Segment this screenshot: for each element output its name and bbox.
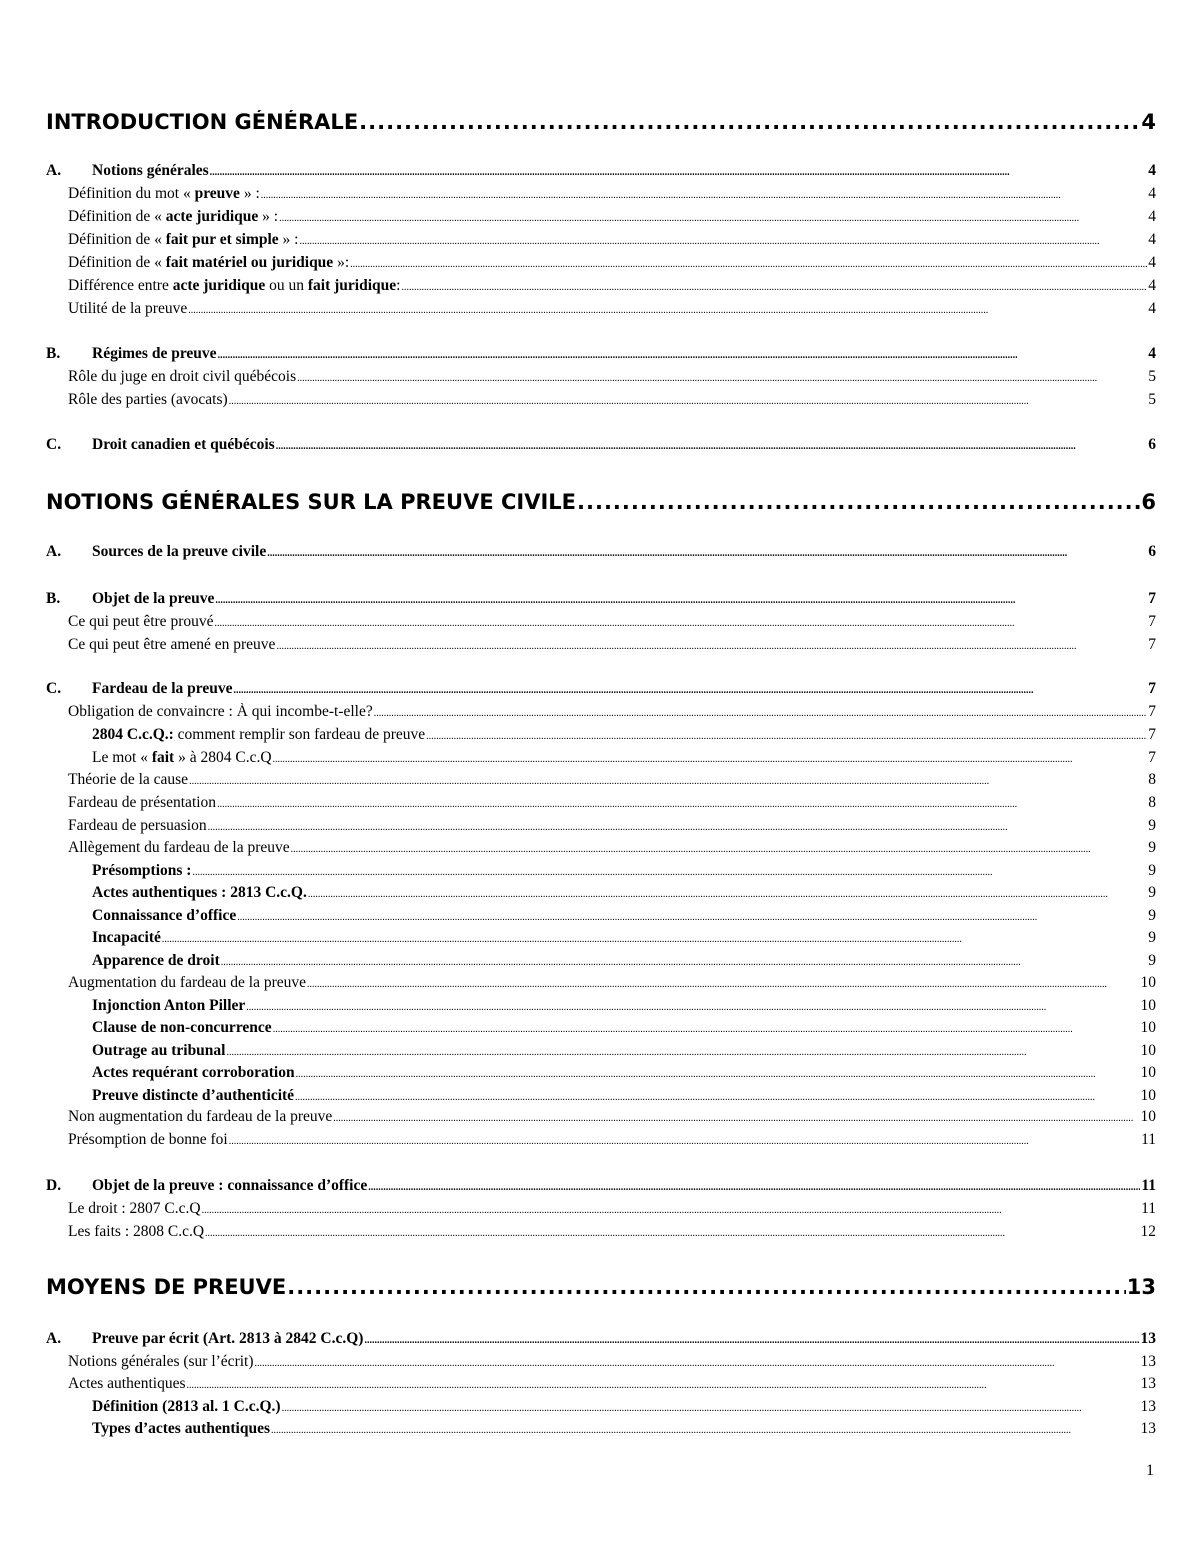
toc-section[interactable] — [46, 162, 1156, 184]
toc-entry[interactable] — [68, 1223, 1156, 1245]
toc-entry-text: Utilité de la preuve — [68, 300, 188, 317]
toc-section-title: Objet de la preuve — [92, 590, 215, 607]
toc-section[interactable] — [46, 543, 1156, 565]
toc-page-number: 4 — [1148, 185, 1156, 202]
toc-section[interactable] — [46, 1330, 1156, 1352]
toc-leader-dots — [229, 396, 1148, 407]
toc-entry[interactable] — [68, 254, 1156, 276]
toc-leader-dots — [282, 1403, 1140, 1414]
toc-leader-dots — [205, 1228, 1139, 1239]
toc-entry[interactable] — [68, 208, 1156, 230]
toc-entry[interactable] — [92, 1087, 1156, 1109]
toc-leader-dots — [279, 213, 1147, 224]
toc-entry[interactable] — [92, 749, 1156, 771]
toc-leader-dots — [162, 934, 1147, 945]
toc-leader-dots — [273, 1024, 1140, 1035]
toc-leader-dots — [215, 595, 1147, 606]
toc-page-number: 8 — [1148, 794, 1156, 811]
toc-page-number: 7 — [1148, 680, 1156, 697]
toc-entry[interactable] — [68, 636, 1156, 658]
toc-leader-dots — [189, 776, 1147, 787]
toc-page-number: 7 — [1148, 749, 1156, 766]
toc-entry-text: Définition (2813 al. 1 C.c.Q.) — [92, 1398, 281, 1415]
toc-leader-dots — [226, 1047, 1139, 1058]
toc-entry-text: Rôle du juge en droit civil québécois — [68, 368, 297, 385]
toc-page-number: 4 — [1141, 110, 1156, 134]
toc-leader-dots — [287, 1275, 1126, 1299]
toc-page-number: 9 — [1148, 929, 1156, 946]
toc-entry[interactable] — [68, 277, 1156, 299]
toc-entry[interactable] — [68, 613, 1156, 635]
toc-leader-dots — [295, 1092, 1139, 1103]
toc-entry[interactable] — [92, 862, 1156, 884]
toc-entry-text: Ce qui peut être amené en preuve — [68, 636, 276, 653]
toc-page-number: 7 — [1148, 590, 1156, 607]
toc-section[interactable] — [46, 345, 1156, 367]
toc-page-number: 11 — [1141, 1131, 1156, 1148]
toc-entry-text: Présomptions : — [92, 862, 192, 879]
toc-page-number: 12 — [1140, 1223, 1156, 1240]
toc-entry-text: Augmentation du fardeau de la preuve — [68, 974, 307, 991]
toc-page-number: 10 — [1140, 974, 1156, 991]
toc-entry-text: Types d’actes authentiques — [92, 1420, 270, 1437]
toc-entry[interactable] — [68, 771, 1156, 793]
toc-page-number: 6 — [1148, 436, 1156, 453]
toc-leader-dots — [297, 373, 1147, 384]
toc-leader-dots — [577, 490, 1140, 514]
toc-entry-text: Obligation de convaincre : À qui incombe-t-elle? — [68, 703, 373, 720]
toc-chapter-title: INTRODUCTION GÉNÉRALE — [46, 110, 359, 134]
toc-page-number: 8 — [1148, 771, 1156, 788]
toc-leader-dots — [291, 844, 1148, 855]
toc-entry-text: Non augmentation du fardeau de la preuve — [68, 1108, 333, 1125]
toc-leader-dots — [276, 441, 1148, 452]
toc-entry[interactable] — [92, 907, 1156, 929]
toc-entry-text: Ce qui peut être prouvé — [68, 613, 214, 630]
toc-entry-text: Outrage au tribunal — [92, 1042, 226, 1059]
toc-page-number: 10 — [1140, 1042, 1156, 1059]
toc-entry[interactable] — [92, 726, 1156, 748]
toc-leader-dots — [267, 548, 1147, 559]
toc-entry[interactable] — [68, 1108, 1156, 1130]
toc-entry-text: Clause de non-concurrence — [92, 1019, 272, 1036]
toc-entry[interactable] — [68, 817, 1156, 839]
toc-page-number: 13 — [1140, 1420, 1156, 1437]
toc-page-number: 4 — [1148, 208, 1156, 225]
toc-leader-dots — [218, 350, 1148, 361]
toc-leader-dots — [187, 1380, 1140, 1391]
toc-entry-text: Présomption de bonne foi — [68, 1131, 228, 1148]
toc-page-number: 13 — [1140, 1353, 1156, 1370]
toc-section-title: Fardeau de la preuve — [92, 680, 233, 697]
toc-section-letter: D. — [46, 1177, 62, 1194]
toc-section-letter: B. — [46, 345, 61, 362]
toc-chapter-introduction[interactable] — [46, 110, 1156, 140]
toc-entry-text: Apparence de droit — [92, 952, 220, 969]
toc-page-number: 9 — [1148, 907, 1156, 924]
toc-entry[interactable] — [92, 997, 1156, 1019]
toc-leader-dots — [308, 889, 1147, 900]
toc-page-number: 7 — [1148, 703, 1156, 720]
toc-entry[interactable] — [92, 929, 1156, 951]
toc-entry[interactable] — [68, 974, 1156, 996]
toc-page-number: 10 — [1140, 1064, 1156, 1081]
toc-entry[interactable] — [92, 1064, 1156, 1086]
toc-leader-dots — [255, 1358, 1140, 1369]
toc-entry[interactable] — [92, 1042, 1156, 1064]
toc-section-letter: A. — [46, 1330, 62, 1347]
toc-entry-text: 2804 C.c.Q.: comment remplir son fardeau de preuve — [92, 726, 426, 743]
toc-entry[interactable] — [68, 1131, 1156, 1153]
toc-leader-dots — [208, 822, 1148, 833]
toc-leader-dots — [214, 618, 1147, 629]
toc-page-number: 5 — [1148, 368, 1156, 385]
toc-entry-text: Incapacité — [92, 929, 161, 946]
toc-entry-text: Théorie de la cause — [68, 771, 189, 788]
toc-leader-dots — [368, 1182, 1140, 1193]
toc-page-number: 13 — [1140, 1375, 1156, 1392]
toc-leader-dots — [246, 1002, 1139, 1013]
toc-chapter-title: MOYENS DE PREUVE — [46, 1275, 287, 1299]
toc-page-number: 6 — [1141, 490, 1156, 514]
toc-leader-dots — [350, 259, 1147, 270]
toc-leader-dots — [237, 912, 1147, 923]
toc-section-letter: C. — [46, 680, 62, 697]
toc-entry-text: Notions générales (sur l’écrit) — [68, 1353, 254, 1370]
toc-leader-dots — [202, 1205, 1140, 1216]
toc-chapter-notions[interactable] — [46, 490, 1156, 520]
toc-leader-dots — [221, 957, 1148, 968]
toc-leader-dots — [359, 110, 1140, 134]
toc-section[interactable] — [46, 680, 1156, 702]
toc-entry-text: Le mot « fait » à 2804 C.c.Q — [92, 749, 272, 766]
toc-leader-dots — [276, 641, 1147, 652]
toc-chapter-title: NOTIONS GÉNÉRALES SUR LA PREUVE CIVILE — [46, 490, 577, 514]
toc-entry[interactable] — [68, 185, 1156, 207]
toc-leader-dots — [217, 799, 1147, 810]
toc-entry[interactable] — [68, 1200, 1156, 1222]
toc-entry-text: Définition du mot « preuve » : — [68, 185, 260, 202]
toc-entry-text: Actes authentiques — [68, 1375, 186, 1392]
toc-page-number: 4 — [1148, 300, 1156, 317]
toc-leader-dots — [401, 282, 1147, 293]
toc-entry-text: Différence entre acte juridique ou un fait juridique: — [68, 277, 401, 294]
toc-entry-text: Fardeau de persuasion — [68, 817, 207, 834]
toc-leader-dots — [426, 731, 1147, 742]
toc-leader-dots — [273, 754, 1148, 765]
toc-leader-dots — [188, 305, 1147, 316]
toc-page-number: 4 — [1148, 162, 1156, 179]
toc-page-number: 9 — [1148, 884, 1156, 901]
toc-entry[interactable] — [68, 391, 1156, 413]
toc-leader-dots — [299, 236, 1147, 247]
toc-leader-dots — [307, 979, 1139, 990]
toc-page-number: 10 — [1140, 997, 1156, 1014]
toc-entry[interactable] — [68, 368, 1156, 390]
toc-section[interactable] — [46, 590, 1156, 612]
toc-page-number: 4 — [1148, 254, 1156, 271]
toc-section-letter: B. — [46, 590, 61, 607]
toc-entry-text: Actes authentiques : 2813 C.c.Q. — [92, 884, 307, 901]
toc-entry[interactable] — [68, 839, 1156, 861]
toc-entry-text: Connaissance d’office — [92, 907, 237, 924]
toc-leader-dots — [234, 685, 1148, 696]
toc-section[interactable] — [46, 436, 1156, 458]
toc-entry[interactable] — [92, 1019, 1156, 1041]
toc-page-number: 9 — [1148, 817, 1156, 834]
toc-entry[interactable] — [68, 703, 1156, 725]
toc-page-number: 9 — [1148, 952, 1156, 969]
toc-page-number: 10 — [1140, 1108, 1156, 1125]
toc-page-number: 10 — [1140, 1019, 1156, 1036]
toc-entry[interactable] — [92, 884, 1156, 906]
toc-entry[interactable] — [92, 1420, 1156, 1442]
toc-section-letter: A. — [46, 162, 62, 179]
toc-page-number: 11 — [1141, 1177, 1156, 1194]
toc-leader-dots — [374, 708, 1148, 719]
toc-page-number: 11 — [1141, 1200, 1156, 1217]
toc-page-number: 7 — [1148, 726, 1156, 743]
toc-page-number: 13 — [1126, 1275, 1156, 1299]
toc-page-number: 5 — [1148, 391, 1156, 408]
toc-entry-text: Fardeau de présentation — [68, 794, 217, 811]
toc-page-number: 13 — [1140, 1330, 1156, 1347]
toc-section-title: Objet de la preuve : connaissance d’office — [92, 1177, 368, 1194]
toc-entry-text: Preuve distincte d’authenticité — [92, 1087, 295, 1104]
toc-entry[interactable] — [68, 300, 1156, 322]
toc-entry-text: Définition de « fait matériel ou juridique »: — [68, 254, 350, 271]
toc-entry-text: Allègement du fardeau de la preuve — [68, 839, 290, 856]
toc-leader-dots — [229, 1136, 1140, 1147]
toc-leader-dots — [261, 190, 1148, 201]
toc-section[interactable] — [46, 1177, 1156, 1199]
toc-section-letter: A. — [46, 543, 62, 560]
toc-entry-text: Le droit : 2807 C.c.Q — [68, 1200, 201, 1217]
toc-entry-text: Rôle des parties (avocats) — [68, 391, 228, 408]
toc-section-title: Sources de la preuve civile — [92, 543, 267, 560]
toc-page-number: 4 — [1148, 345, 1156, 362]
toc-leader-dots — [271, 1425, 1140, 1436]
page-number: 1 — [1146, 1462, 1154, 1479]
toc-page-number: 4 — [1148, 277, 1156, 294]
toc-page-number: 13 — [1140, 1398, 1156, 1415]
toc-leader-dots — [296, 1069, 1140, 1080]
toc-entry[interactable] — [92, 952, 1156, 974]
toc-entry-text: Actes requérant corroboration — [92, 1064, 295, 1081]
toc-page-number: 10 — [1140, 1087, 1156, 1104]
toc-page-number: 7 — [1148, 613, 1156, 630]
toc-chapter-moyens[interactable] — [46, 1275, 1156, 1305]
toc-page-number: 9 — [1148, 862, 1156, 879]
toc-section-title: Droit canadien et québécois — [92, 436, 275, 453]
toc-entry[interactable] — [68, 1353, 1156, 1375]
toc-page-number: 7 — [1148, 636, 1156, 653]
toc-leader-dots — [333, 1113, 1139, 1124]
toc-page-number: 9 — [1148, 839, 1156, 856]
toc-entry[interactable] — [92, 1398, 1156, 1420]
toc-page-number: 6 — [1148, 543, 1156, 560]
toc-leader-dots — [364, 1335, 1139, 1346]
toc-entry[interactable] — [68, 794, 1156, 816]
toc-leader-dots — [210, 167, 1148, 178]
toc-section-letter: C. — [46, 436, 62, 453]
toc-section-title: Notions générales — [92, 162, 209, 179]
toc-entry[interactable] — [68, 231, 1156, 253]
toc-entry-text: Définition de « fait pur et simple » : — [68, 231, 299, 248]
toc-leader-dots — [192, 867, 1147, 878]
toc-entry-text: Les faits : 2808 C.c.Q — [68, 1223, 205, 1240]
toc-entry[interactable] — [68, 1375, 1156, 1397]
toc-entry-text: Définition de « acte juridique » : — [68, 208, 279, 225]
toc-section-title: Régimes de preuve — [92, 345, 217, 362]
toc-section-title: Preuve par écrit (Art. 2813 à 2842 C.c.Q) — [92, 1330, 364, 1347]
toc-page-number: 4 — [1148, 231, 1156, 248]
toc-entry-text: Injonction Anton Piller — [92, 997, 246, 1014]
